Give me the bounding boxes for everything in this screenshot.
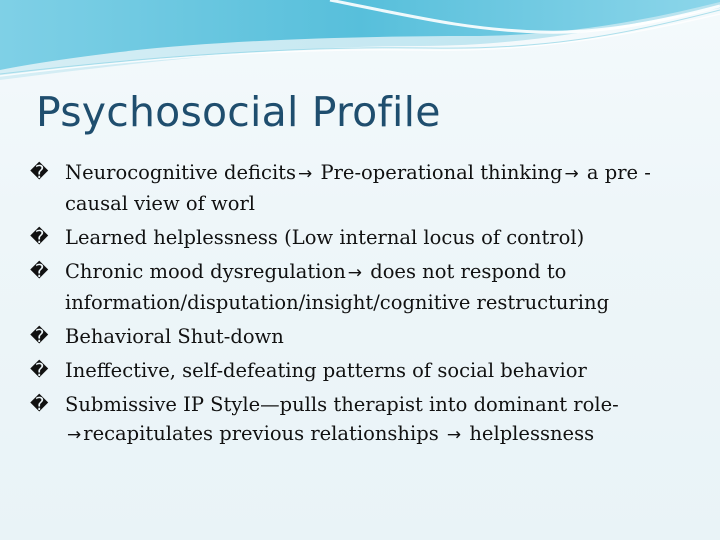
bullet-text: recapitulates previous relationships — [83, 422, 445, 445]
bullet-marker-icon: � — [30, 162, 49, 183]
bullet-item-mood-dysregulation — [30, 257, 700, 317]
right-arrow-icon: → — [564, 164, 579, 184]
bullet-text: Submissive IP Style—pulls therapist into dominant role- — [65, 393, 619, 416]
bullet-item-submissive-style — [30, 390, 700, 450]
bullet-marker-icon: � — [30, 394, 49, 415]
bullet-list — [30, 158, 700, 455]
bullet-text: Behavioral Shut-down — [65, 325, 284, 348]
bullet-item-ineffective-patterns — [30, 356, 700, 385]
bullet-text: Neurocognitive deficits — [65, 161, 297, 184]
bullet-text: does not respond to information/disputation/insight/cognitive restructuring — [65, 260, 610, 314]
right-arrow-icon: → — [446, 425, 462, 445]
bullet-marker-icon: � — [30, 326, 49, 347]
bullet-item-learned-helplessness — [30, 223, 700, 252]
bullet-text: a pre -causal view of worl — [65, 161, 651, 215]
right-arrow-icon: → — [298, 164, 313, 184]
bullet-marker-icon: � — [30, 360, 49, 381]
bullet-item-behavioral-shutdown — [30, 322, 700, 351]
right-arrow-icon: → — [67, 425, 82, 445]
bullet-marker-icon: � — [30, 261, 49, 282]
slide-title: Psychosocial Profile — [36, 88, 441, 136]
bullet-marker-icon: � — [30, 227, 49, 248]
bullet-text: helplessness — [463, 422, 595, 445]
bullet-text: Learned helplessness (Low internal locus of control) — [65, 226, 585, 249]
bullet-text: Ineffective, self-defeating patterns of social behavior — [65, 359, 587, 382]
right-arrow-icon: → — [347, 263, 363, 283]
bullet-item-neurocognitive — [30, 158, 700, 218]
bullet-text: Pre-operational thinking — [314, 161, 563, 184]
bullet-text: Chronic mood dysregulation — [65, 260, 346, 283]
